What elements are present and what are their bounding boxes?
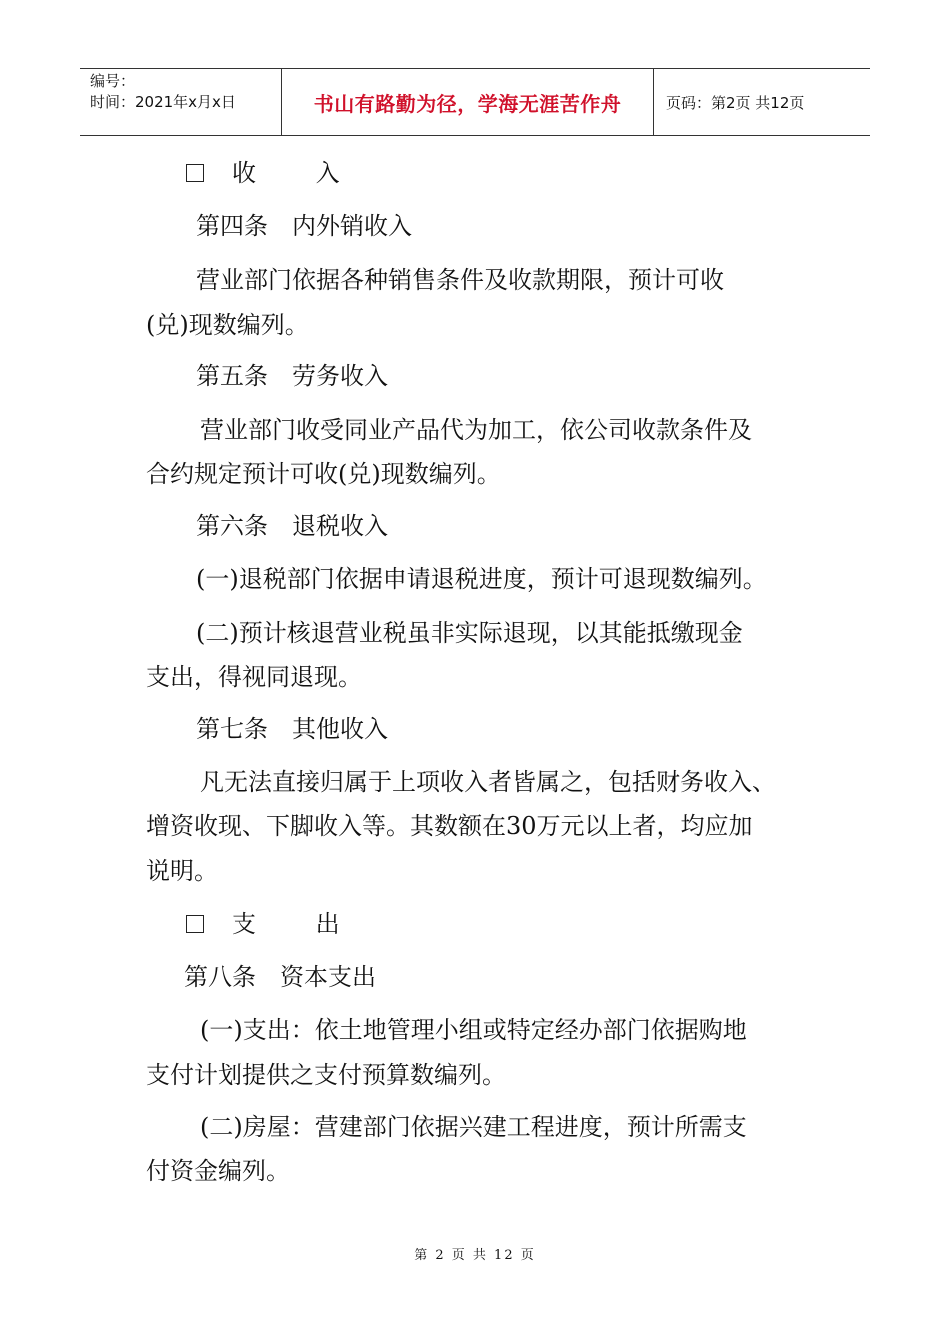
- paragraph-line: 凡无法直接归属于上项收入者皆属之，包括财务收入、: [200, 768, 776, 796]
- article-title: 第五条 劳务收入: [196, 362, 388, 390]
- paragraph-line: (兑)现数编列。: [146, 311, 309, 339]
- paragraph-line: 合约规定预计可收(兑)现数编列。: [146, 460, 501, 488]
- paragraph-line: 付资金编列。: [146, 1157, 290, 1185]
- paragraph-line: (二)预计核退营业税虽非实际退现，以其能抵缴现金: [196, 619, 743, 647]
- checkbox-square-icon: [186, 915, 204, 933]
- paragraph-line: 支出，得视同退现。: [146, 663, 362, 691]
- paragraph-line: 营业部门收受同业产品代为加工，依公司收款条件及: [200, 416, 752, 444]
- section-heading-income: 收 入: [186, 158, 366, 188]
- paragraph-line: (一)支出：依土地管理小组或特定经办部门依据购地: [200, 1016, 747, 1044]
- section-heading-expense: 支 出: [186, 909, 366, 939]
- header-page-info: 页码：第2页 共12页: [666, 93, 805, 112]
- article-title: 第八条 资本支出: [184, 963, 376, 991]
- header-meta-cell: [80, 69, 282, 135]
- document-number-label: 编号：: [90, 72, 136, 90]
- paragraph-line: 说明。: [146, 857, 218, 885]
- header-motto: 书山有路勤为径，学海无涯苦作舟: [282, 69, 654, 135]
- paragraph-line: (一)退税部门依据申请退税进度，预计可退现数编列。: [196, 565, 767, 593]
- article-title: 第四条 内外销收入: [196, 212, 412, 240]
- article-title: 第七条 其他收入: [196, 715, 388, 743]
- paragraph-line: 营业部门依据各种销售条件及收款期限，预计可收: [196, 266, 724, 294]
- checkbox-square-icon: [186, 164, 204, 182]
- article-title: 第六条 退税收入: [196, 512, 388, 540]
- paragraph-line: 支付计划提供之支付预算数编列。: [146, 1061, 506, 1089]
- page-footer: 第 2 页 共 12 页: [414, 1248, 536, 1263]
- paragraph-line: 增资收现、下脚收入等。其数额在30万元以上者，均应加: [146, 812, 753, 840]
- document-header: [80, 68, 870, 136]
- paragraph-line: (二)房屋：营建部门依据兴建工程进度，预计所需支: [200, 1113, 747, 1141]
- document-time-label: 时间：2021年x月x日: [90, 93, 236, 111]
